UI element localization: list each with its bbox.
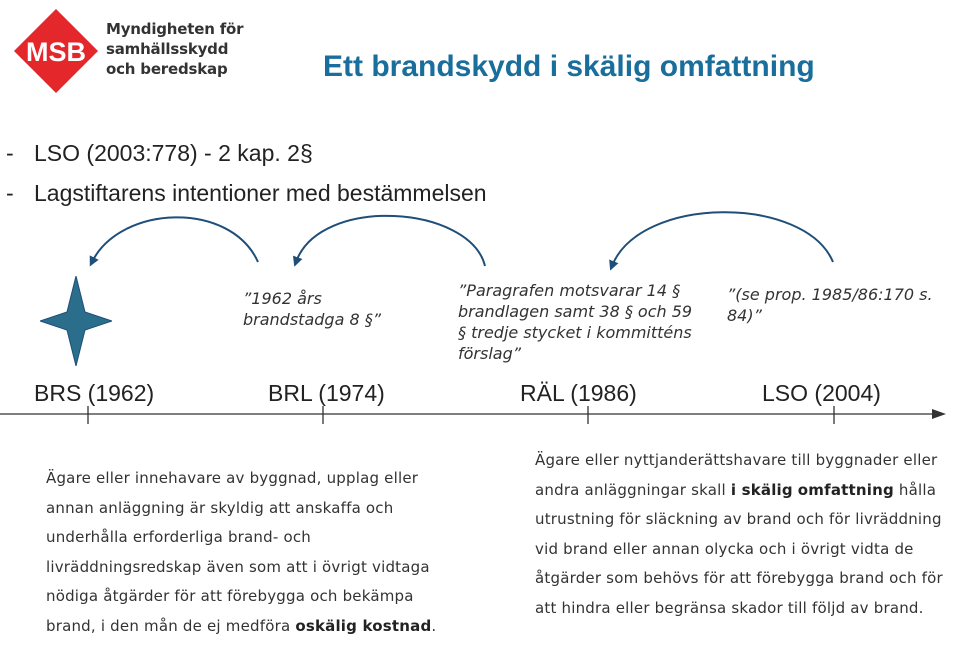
bullet-dash: - (6, 180, 14, 206)
paragraph-brs-end: . (431, 616, 437, 635)
paragraph-lso-bold-2: omfattning (797, 480, 894, 499)
timeline-label-lso: LSO (2004) (762, 380, 881, 406)
note-brandstadga: ”1962 års brandstadga 8 §” (243, 289, 382, 329)
paragraph-lso-bold-1: i skälig (730, 480, 793, 499)
timeline-label-ral: RÄL (1986) (520, 380, 637, 406)
star-icon (40, 276, 112, 366)
page-title: Ett brandskydd i skälig omfattning (323, 50, 815, 83)
bullet-text: Lagstiftarens intentioner med bestämmelsen (34, 180, 487, 206)
note-prop-reference: ”(se prop. 1985/86:170 s. 84)” (727, 285, 933, 325)
paragraph-brs (46, 464, 466, 641)
logo-mark-text: MSB (26, 37, 86, 67)
bullet-dash: - (6, 140, 14, 166)
note-paragraf: ”Paragrafen motsvarar 14 § brandlagen samt 38 § och 59 § tredje stycket i kommitténs förslag” (458, 281, 693, 363)
logo-name-line-3: och beredskap (106, 60, 228, 78)
timeline-label-brl: BRL (1974) (268, 380, 385, 406)
paragraph-brs-bold: oskälig kostnad (295, 616, 432, 635)
paragraph-lso-before: Ägare eller nyttjanderättshavare till byggnader eller andra anläggningar skall (535, 451, 938, 499)
timeline-label-brs: BRS (1962) (34, 380, 155, 406)
arc-arrow-icon (296, 216, 485, 266)
timeline-arrowhead-icon (932, 409, 946, 419)
arc-arrow-icon (612, 212, 833, 266)
logo-name-line-1: Myndigheten för (106, 20, 244, 38)
arc-arrow-icon (92, 217, 258, 262)
logo-name-line-2: samhällsskydd (106, 40, 229, 58)
timeline (0, 400, 960, 440)
paragraph-brs-text: Ägare eller innehavare av byggnad, upplag eller annan anläggning är skyldig att anskaffa och underhålla erforderliga brand- och livräddningsredskap även som att i övrigt vidtaga nödiga åtgärder för att förebygga och bekämpa brand, i den mån de ej medföra (46, 469, 430, 635)
paragraph-lso-after: hålla utrustning för släckning av brand och för livräddning vid brand eller annan olycka och i övrigt vidta de åtgärder som behövs för att förebygga brand och för att hindra eller begränsa skador till följd av brand. (535, 480, 943, 617)
paragraph-lso (535, 446, 955, 623)
bullet-text: LSO (2003:778) - 2 kap. 2§ (34, 140, 313, 166)
